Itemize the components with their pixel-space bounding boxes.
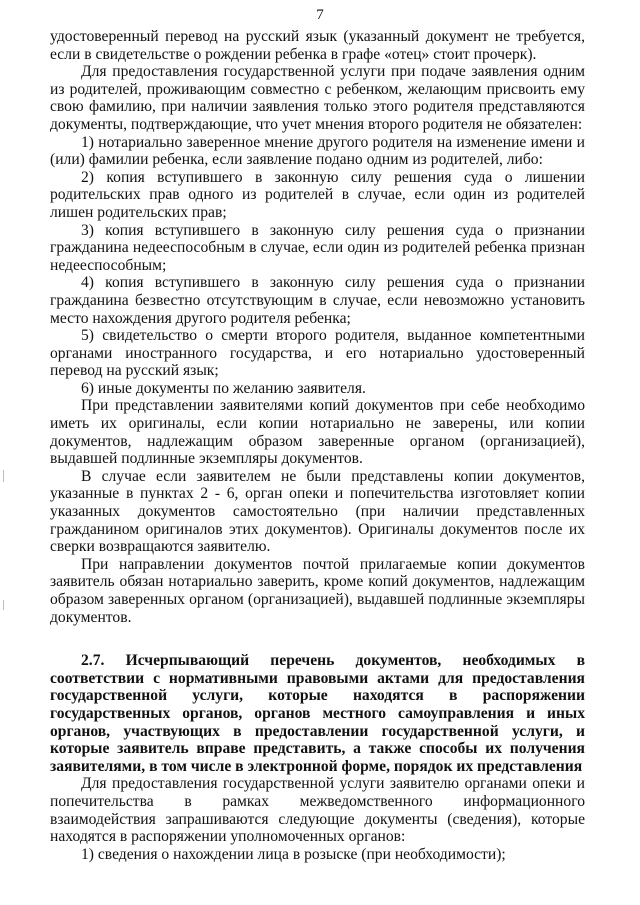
list-item: 1) сведения о нахождении лица в розыске (при необходимости); [81,845,506,863]
paragraph: В случае если заявителем не были представлены копии документов, указанные в пунктах 2 - 6, орган опеки и попечительства изготовляет копии указанных документов самостоятельно (при наличии представленных гражданином оригиналов этих документов). Оригиналы документов после их сверки возвращаются заявителю. [50,467,585,556]
scan-margin-line [3,470,4,482]
document-body [50,28,585,863]
list-item: 2) копия вступившего в законную силу решения суда о лишении родительских прав одного из родителей в случае, если один из родителей лишен родительских прав; [50,168,585,221]
list-item: 4) копия вступившего в законную силу решения суда о признании гражданина безвестно отсутствующим в случае, если невозможно установить место нахождения другого родителя ребенка; [50,274,585,327]
section-heading: 2.7. Исчерпывающий перечень документов, необходимых в соответствии с нормативными правовыми актами для предоставления государственной услуги, которые находятся в распоряжении государственных органов, органов местного самоуправления и иных органов, участвующих в предоставлении государственной услуги, и которые заявитель вправе представить, а также способы их получения заявителями, в том числе в электронной форме, порядок их представления [50,652,585,775]
scan-margin-line [3,600,4,610]
section-spacer [50,626,585,652]
paragraph: удостоверенный перевод на русский язык (указанный документ не требуется, если в свидетельстве о рождении ребенка в графе «отец» стоит прочерк). [50,28,585,63]
list-item: 1) нотариально заверенное мнение другого родителя на изменение имени и (или) фамилии ребенка, если заявление подано одним из родителей, либо: [50,133,585,169]
paragraph: Для предоставления государственной услуги заявителю органами опеки и попечительства в рамках межведомственного информационного взаимодействия запрашиваются следующие документы (сведения), которые находятся в распоряжении уполномоченных органов: [50,775,585,846]
list-item: 6) иные документы по желанию заявителя. [81,379,366,397]
paragraph: Для предоставления государственной услуги при подаче заявления одним из родителей, проживающим совместно с ребенком, желающим присвоить ему свою фамилию, при наличии заявления только этого родителя представляются документы, подтверждающие, что учет мнения второго родителя не обязателен: [50,63,585,133]
list-item: 3) копия вступившего в законную силу решения суда о признании гражданина недееспособным в случае, если один из родителей ребенка признан недееспособным; [50,221,585,274]
page-number: 7 [316,7,324,23]
paragraph: При представлении заявителями копий документов при себе необходимо иметь их оригиналы, если копии нотариально не заверены, или копии документов, надлежащим образом заверенные органом (организацией), выдавшей подлинные экземпляры документов. [50,397,585,468]
paragraph: При направлении документов почтой прилагаемые копии документов заявитель обязан нотариально заверить, кроме копий документов, надлежащим образом заверенных органом (организацией), выдавшей подлинные экземпляры документов. [50,555,585,626]
list-item: 5) свидетельство о смерти второго родителя, выданное компетентными органами иностранного государства, и его нотариально удостоверенный перевод на русский язык; [50,327,585,380]
